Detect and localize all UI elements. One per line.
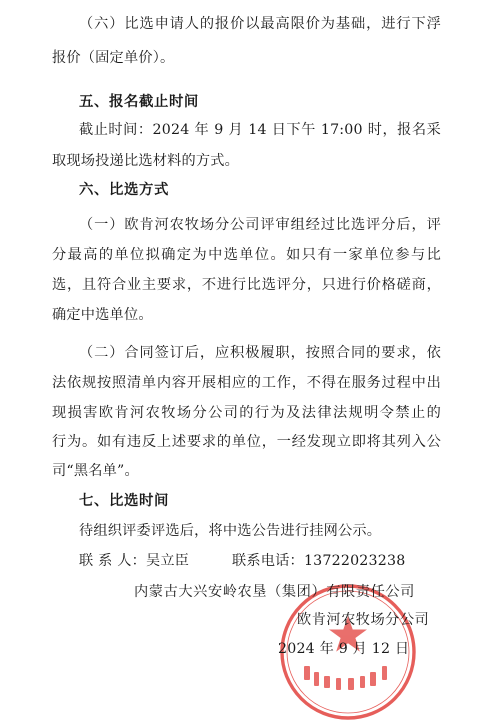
deadline-line-1: 截止时间：2024 年 9 月 14 日下午 17:00 时，报名采 [79, 122, 441, 138]
section-5-heading: 五、报名截止时间 [79, 94, 199, 110]
paragraph-7-line-1: 待组织评委评选后，将中选公告进行挂网公示。 [79, 523, 382, 539]
paragraph-6-2-line-1: （二）合同签订后，应积极履职，按照合同的要求，依 [79, 345, 441, 361]
document-date: 2024 年 9 月 12 日 [278, 641, 410, 657]
paragraph-6-line-2: 报价（固定单价）。 [52, 50, 175, 66]
paragraph-6-1-line-3: 选，且符合业主要求，不进行比选评分，只进行价格磋商， [52, 277, 441, 293]
section-7-heading: 七、比选时间 [79, 493, 169, 509]
contact-person: 联 系 人：吴立臣 [79, 553, 190, 569]
paragraph-6-1-line-2: 分最高的单位拟确定为中选单位。如只有一家单位参与比 [52, 247, 441, 263]
organization-line-2: 欧肯河农牧场分公司 [297, 612, 430, 628]
paragraph-6-1-line-4: 确定中选单位。 [52, 307, 153, 323]
paragraph-6-2-line-5: 司“黑名单”。 [52, 463, 139, 479]
paragraph-6-line-1: （六）比选申请人的报价以最高限价为基础，进行下浮 [79, 16, 441, 32]
paragraph-6-1-line-1: （一）欧肯河农牧场分公司评审组经过比选评分后，评 [79, 217, 441, 233]
deadline-line-2: 取现场投递比选材料的方式。 [52, 153, 240, 169]
paragraph-6-2-line-2: 法依规按照清单内容开展相应的工作，不得在服务过程中出 [52, 375, 441, 391]
paragraph-6-2-line-4: 行为。如有违反上述要求的单位，一经发现立即将其列入公 [52, 434, 441, 450]
section-6-heading: 六、比选方式 [79, 182, 169, 198]
contact-phone: 联系电话：13722023238 [232, 553, 406, 569]
organization-line-1: 内蒙古大兴安岭农垦（集团）有限责任公司 [134, 584, 415, 600]
paragraph-6-2-line-3: 现损害欧肯河农牧场分公司的行为及法律法规明令禁止的 [52, 405, 441, 421]
